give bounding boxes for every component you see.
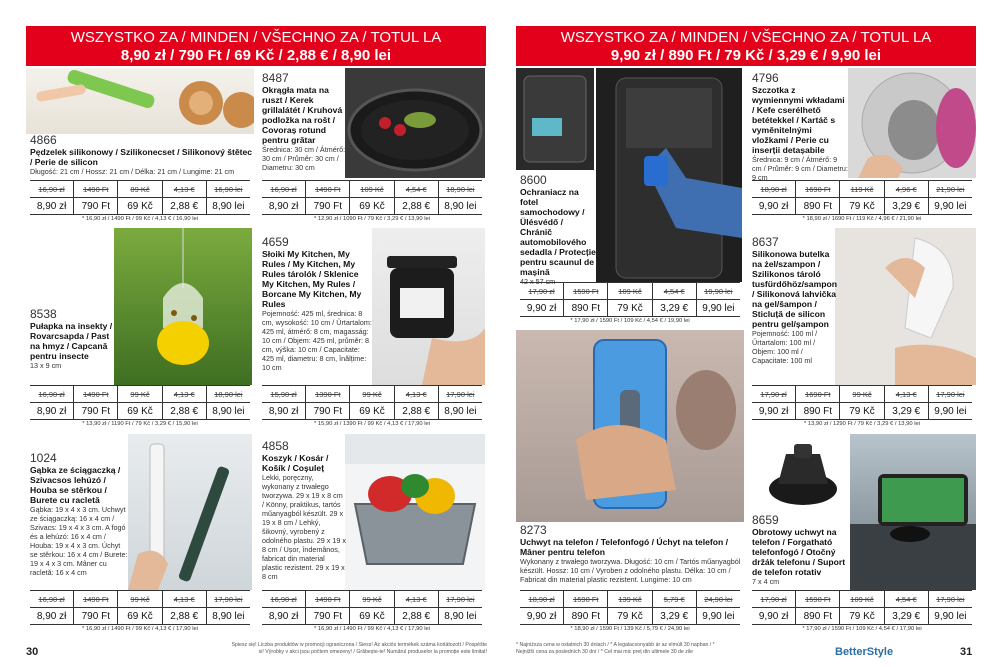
price-cell: 18,90 zł bbox=[520, 591, 564, 607]
price-cell: 8,90 zł bbox=[262, 198, 306, 214]
product-description: 13 x 9 cm bbox=[30, 361, 62, 370]
lowest-price-note: * 18,90 zł / 1690 Ft / 119 Kč / 4,96 € / 21,90 lei bbox=[802, 216, 922, 222]
product-image-brush-inserts bbox=[848, 68, 976, 178]
price-cell: 2,88 € bbox=[395, 198, 439, 214]
price-cell: 890 Ft bbox=[796, 198, 840, 214]
price-cell: 4,54 € bbox=[885, 591, 929, 607]
product-name: Silikonowa butelka na żel/szampon / Szilikonos tároló tusfürdőhöz/sampon / Silikonová lahvička na gel/šampon / Sticluță de silicon pentru gel/șampon bbox=[752, 249, 837, 329]
new-price-row bbox=[262, 198, 482, 215]
old-price-row bbox=[262, 591, 482, 608]
product-number: 8538 bbox=[30, 307, 57, 321]
price-cell: 79 Kč bbox=[608, 608, 652, 624]
product-description: Średnica: 30 cm / Átmérő: 30 cm / Průměr: 30 cm / Diametru: 30 cm bbox=[262, 145, 346, 172]
price-cell: 8,90 zł bbox=[30, 198, 74, 214]
banner-title: WSZYSTKO ZA / MINDEN / VŠECHNO ZA / TOTUL LA bbox=[70, 29, 442, 46]
price-table bbox=[752, 385, 972, 420]
product-number: 8637 bbox=[752, 235, 779, 249]
new-price-row bbox=[752, 403, 972, 420]
product-description: Wykonany z trwałego tworzywa. Długość: 10 cm / Tartós műanyagból készült. Hossz: 10 cm / Vyroben z odolného plastu. Délka: 10 cm / Fabricat din material plastic rezistent. Lungime: 10 cm bbox=[520, 557, 741, 584]
price-cell: 2,88 € bbox=[395, 608, 439, 624]
price-cell: 17,90 zł bbox=[752, 386, 796, 402]
price-table bbox=[30, 385, 250, 420]
product-8538 bbox=[30, 308, 115, 370]
product-number: 1024 bbox=[30, 451, 57, 465]
product-name: Słoiki My Kitchen, My Rules / My Kitchen, My Rules tárolók / Sklenice My Kitchen, My Rules / Borcane My Kitchen, My Rules bbox=[262, 249, 362, 309]
price-cell: 3,29 € bbox=[885, 198, 929, 214]
footnote: * Najniższa cena w ostatnich 30 dniach / * A legalacsonyabb ár az elmúlt 30 napban / * Nejnižší cena za posledních 30 dní / * Cel mai mic preț din ultimele 30 de zile bbox=[516, 642, 715, 655]
old-price-row bbox=[520, 591, 740, 608]
product-4659 bbox=[262, 236, 372, 372]
lowest-price-note: * 16,90 zł / 1490 Ft / 99 Kč / 4,13 € / 17,90 lei bbox=[81, 626, 198, 632]
price-cell: 18,90 zł bbox=[752, 181, 796, 197]
price-cell: 4,13 € bbox=[163, 591, 207, 607]
price-cell: 1390 Ft bbox=[306, 386, 350, 402]
price-cell: 69 Kč bbox=[350, 608, 394, 624]
old-price-row bbox=[30, 591, 250, 608]
product-image-jars bbox=[372, 228, 485, 385]
price-cell: 109 Kč bbox=[840, 591, 884, 607]
price-table bbox=[30, 590, 250, 625]
lowest-price-note: * 15,90 zł / 1390 Ft / 99 Kč / 4,13 € / 17,90 lei bbox=[313, 421, 430, 427]
price-cell: 16,90 zł bbox=[30, 181, 74, 197]
new-price-row bbox=[752, 608, 972, 625]
price-cell: 17,90 lei bbox=[214, 595, 243, 604]
price-cell: 3,29 € bbox=[653, 300, 697, 316]
old-price-row bbox=[30, 181, 250, 198]
old-price-row bbox=[520, 283, 740, 300]
product-number: 8273 bbox=[520, 523, 547, 537]
price-cell: 3,29 € bbox=[653, 608, 697, 624]
new-price-row bbox=[30, 608, 250, 625]
price-cell: 890 Ft bbox=[796, 608, 840, 624]
price-cell: 15,90 zł bbox=[262, 386, 306, 402]
price-cell: 21,90 lei bbox=[936, 185, 965, 194]
price-cell: 19,90 lei bbox=[704, 287, 733, 296]
lowest-price-note: * 12,90 zł / 1090 Ft / 79 Kč / 3,29 € / 13,90 lei bbox=[313, 216, 430, 222]
price-cell: 109 Kč bbox=[608, 283, 652, 299]
price-cell: 4,13 € bbox=[885, 386, 929, 402]
price-cell: 16,90 zł bbox=[262, 181, 306, 197]
price-cell: 99 Kč bbox=[118, 591, 162, 607]
price-cell: 2,88 € bbox=[163, 198, 207, 214]
price-cell: 18,90 lei bbox=[446, 185, 475, 194]
price-cell: 9,90 lei bbox=[934, 611, 967, 622]
price-cell: 8,90 lei bbox=[212, 201, 245, 212]
price-cell: 890 Ft bbox=[564, 608, 608, 624]
price-cell: 8,90 zł bbox=[30, 403, 74, 419]
price-cell: 69 Kč bbox=[350, 198, 394, 214]
price-cell: 8,90 zł bbox=[262, 608, 306, 624]
product-description: Gąbka: 19 x 4 x 3 cm. Uchwyt ze ściągaczką: 16 x 4 cm / Szivacs: 19 x 4 x 3 cm. A fogó és a lehúzó: 16 x 4 cm / Houba: 19 x 4 x 3 cm. Úchyt se stěrkou: 16 x 4 cm / Burete: 19 x 4 x 3 cm. Mâner cu racletă: 16 x 4 cm bbox=[30, 505, 128, 577]
page-number: 31 bbox=[960, 646, 973, 658]
price-cell: 79 Kč bbox=[840, 198, 884, 214]
price-cell: 790 Ft bbox=[306, 608, 350, 624]
price-table bbox=[752, 180, 972, 215]
price-cell: 3,29 € bbox=[885, 403, 929, 419]
old-price-row bbox=[30, 386, 250, 403]
old-price-row bbox=[752, 386, 972, 403]
price-cell: 109 Kč bbox=[350, 181, 394, 197]
price-cell: 8,90 lei bbox=[212, 611, 245, 622]
price-cell: 79 Kč bbox=[840, 403, 884, 419]
price-cell: 1690 Ft bbox=[796, 386, 840, 402]
price-cell: 9,90 zł bbox=[752, 608, 796, 624]
product-1024 bbox=[30, 452, 128, 577]
product-image-seat-protector-detail bbox=[516, 68, 594, 170]
price-cell: 9,90 lei bbox=[702, 611, 735, 622]
price-cell: 4,54 € bbox=[653, 283, 697, 299]
new-price-row bbox=[520, 300, 740, 317]
price-cell: 2,88 € bbox=[163, 403, 207, 419]
price-cell: 890 Ft bbox=[796, 403, 840, 419]
price-cell: 17,90 lei bbox=[446, 595, 475, 604]
price-cell: 17,90 zł bbox=[752, 591, 796, 607]
price-cell: 8,90 zł bbox=[262, 403, 306, 419]
product-number: 8659 bbox=[752, 513, 779, 527]
price-cell: 17,90 lei bbox=[936, 595, 965, 604]
price-cell: 8,90 lei bbox=[212, 406, 245, 417]
price-cell: 4,13 € bbox=[395, 591, 439, 607]
product-number: 4796 bbox=[752, 71, 779, 85]
lowest-price-note: * 16,90 zł / 1490 Ft / 99 Kč / 4,13 € / 16,90 lei bbox=[81, 216, 198, 222]
price-cell: 17,90 lei bbox=[446, 390, 475, 399]
price-cell: 89 Kč bbox=[118, 181, 162, 197]
product-name: Pędzelek silikonowy / Szilikonecset / Silikonový štětec / Perie de silicon bbox=[30, 147, 253, 167]
price-cell: 4,54 € bbox=[395, 181, 439, 197]
price-table bbox=[262, 590, 482, 625]
new-price-row bbox=[262, 403, 482, 420]
product-name: Szczotka z wymiennymi wkładami / Kefe cserélhető betétekkel / Kartáč s vyměnitelnými vložkami / Perie cu inserții detașabile bbox=[752, 85, 845, 155]
old-price-row bbox=[752, 591, 972, 608]
product-description: 7 x 4 cm bbox=[752, 577, 780, 586]
product-description: Długość: 21 cm / Hossz: 21 cm / Délka: 21 cm / Lungime: 21 cm bbox=[30, 167, 235, 176]
price-cell: 3,29 € bbox=[885, 608, 929, 624]
price-cell: 9,90 lei bbox=[702, 303, 735, 314]
price-table bbox=[30, 180, 250, 215]
price-cell: 99 Kč bbox=[118, 386, 162, 402]
price-banner bbox=[516, 26, 976, 66]
price-table bbox=[752, 590, 972, 625]
product-4866 bbox=[30, 134, 255, 176]
price-cell: 69 Kč bbox=[118, 608, 162, 624]
price-cell: 8,90 lei bbox=[444, 201, 477, 212]
price-cell: 8,90 zł bbox=[30, 608, 74, 624]
price-cell: 1590 Ft bbox=[796, 591, 840, 607]
old-price-row bbox=[752, 181, 972, 198]
product-description: Średnica: 9 cm / Átmérő: 9 cm / Průměr: 9 cm / Diametru: 9 cm bbox=[752, 155, 848, 182]
price-cell: 1490 Ft bbox=[306, 181, 350, 197]
new-price-row bbox=[30, 198, 250, 215]
product-description: Lekki, poręczny, wykonany z trwałego tworzywa. 29 x 19 x 8 cm / Könny, praktikus, tartós műanyagból készült. 29 x 19 x 8 cm / Lehký, šikovný, vyrobený z odolného plastu. 29 x 19 x 8 cm / Ușor, îndemânos, fabricat din material plastic rezistent. 29 x 19 x 8 cm bbox=[262, 473, 346, 581]
lowest-price-note: * 16,90 zł / 1490 Ft / 99 Kč / 4,13 € / 17,90 lei bbox=[313, 626, 430, 632]
price-cell: 69 Kč bbox=[118, 198, 162, 214]
product-8487 bbox=[262, 72, 347, 172]
price-cell: 16,90 lei bbox=[214, 185, 243, 194]
price-cell: 1490 Ft bbox=[74, 181, 118, 197]
price-cell: 9,90 lei bbox=[934, 406, 967, 417]
product-4858 bbox=[262, 440, 346, 581]
price-cell: 99 Kč bbox=[350, 591, 394, 607]
banner-price: 8,90 zł / 790 Ft / 69 Kč / 2,88 € / 8,90 lei bbox=[120, 47, 392, 64]
product-number: 4659 bbox=[262, 235, 289, 249]
product-description: Pojemność: 425 ml, średnica: 8 cm, wysokość: 10 cm / Űrtartalom: 425 ml, átmérő: 8 cm, magasság: 10 cm / Objem: 425 ml, průměr: 8 cm, výška: 10 cm / Capacitate: 425 ml, diametru: 8 cm, înălțime: 10 cm bbox=[262, 309, 372, 372]
right-page bbox=[500, 0, 1000, 667]
price-cell: 119 Kč bbox=[840, 181, 884, 197]
price-cell: 16,90 zł bbox=[30, 591, 74, 607]
product-image-phone-grip bbox=[516, 330, 744, 522]
new-price-row bbox=[752, 198, 972, 215]
old-price-row bbox=[262, 386, 482, 403]
product-number: 4858 bbox=[262, 439, 289, 453]
product-name: Okrągła mata na ruszt / Kerek grillalátét / Kruhová podložka na rošt / Covoraș rotund pentru grătar bbox=[262, 85, 343, 145]
product-image-grill-mat bbox=[345, 68, 485, 178]
price-cell: 69 Kč bbox=[118, 403, 162, 419]
old-price-row bbox=[262, 181, 482, 198]
price-cell: 17,90 lei bbox=[936, 390, 965, 399]
product-name: Ochraniacz na fotel samochodowy / Ülésvédő / Chránič automobilového sedadla / Protecție pentru scaunul de mașină bbox=[520, 187, 596, 277]
price-cell: 5,79 € bbox=[653, 591, 697, 607]
price-cell: 1590 Ft bbox=[564, 591, 608, 607]
banner-title: WSZYSTKO ZA / MINDEN / VŠECHNO ZA / TOTUL LA bbox=[560, 29, 932, 46]
product-image-silicone-brush bbox=[26, 68, 254, 134]
lowest-price-note: * 18,90 zł / 1590 Ft / 139 Kč / 5,79 € / 24,90 lei bbox=[570, 626, 690, 632]
new-price-row bbox=[520, 608, 740, 625]
product-image-rotating-holder bbox=[758, 434, 848, 514]
page-number: 30 bbox=[26, 646, 39, 658]
product-description: 42 x 57 cm bbox=[520, 277, 556, 286]
lowest-price-note: * 17,90 zł / 1590 Ft / 109 Kč / 4,54 € / 17,90 lei bbox=[802, 626, 922, 632]
price-cell: 9,90 lei bbox=[934, 201, 967, 212]
product-image-sponge-squeegee bbox=[128, 434, 252, 590]
price-cell: 139 Kč bbox=[608, 591, 652, 607]
price-cell: 4,13 € bbox=[395, 386, 439, 402]
lowest-price-note: * 17,90 zł / 1590 Ft / 109 Kč / 4,54 € / 19,90 lei bbox=[570, 318, 690, 324]
product-name: Uchwyt na telefon / Telefonfogó / Úchyt na telefon / Mâner pentru telefon bbox=[520, 537, 729, 557]
price-cell: 790 Ft bbox=[306, 403, 350, 419]
price-cell: 17,90 zł bbox=[520, 283, 564, 299]
product-name: Obrotowy uchwyt na telefon / Forgatható telefonfogó / Otočný držák telefonu / Suport de telefon rotativ bbox=[752, 527, 846, 577]
price-cell: 8,90 lei bbox=[444, 611, 477, 622]
product-image-silicone-bottle bbox=[835, 228, 976, 385]
product-name: Pułapka na insekty / Rovarcsapda / Past na hmyz / Capcană pentru insecte bbox=[30, 321, 113, 361]
banner-price: 9,90 zł / 890 Ft / 79 Kč / 3,29 € / 9,90 lei bbox=[610, 47, 882, 64]
product-name: Gąbka ze ściągaczką / Szivacsos lehúzó / Houba se stěrkou / Burete cu racletă bbox=[30, 465, 121, 505]
price-cell: 1490 Ft bbox=[74, 591, 118, 607]
new-price-row bbox=[262, 608, 482, 625]
price-cell: 9,90 zł bbox=[520, 300, 564, 316]
product-8600 bbox=[520, 174, 596, 286]
price-cell: 4,13 € bbox=[163, 181, 207, 197]
product-description: Pojemność: 100 ml / Űrtartalom: 100 ml / Objem: 100 ml / Capacitate: 100 ml bbox=[752, 329, 818, 365]
price-banner bbox=[26, 26, 486, 66]
product-4796 bbox=[752, 72, 848, 182]
price-cell: 16,90 zł bbox=[262, 591, 306, 607]
product-name: Koszyk / Kosár / Košík / Coșuleț bbox=[262, 453, 329, 473]
price-table bbox=[262, 385, 482, 420]
price-cell: 790 Ft bbox=[74, 198, 118, 214]
product-number: 8487 bbox=[262, 71, 289, 85]
footnote: Spiesz się! Liczba produktów w promocji ograniczona / Siess! Az akciós termékek száma korlátozott / Pospěšte si! Výrobky v akci jsou počtem omezeny! / Grăbește-te! Numărul produselor la promoție este limitat! bbox=[231, 642, 487, 655]
price-cell: 1690 Ft bbox=[796, 181, 840, 197]
lowest-price-note: * 13,90 zł / 1290 Ft / 79 Kč / 3,29 € / 13,90 lei bbox=[803, 421, 920, 427]
price-cell: 79 Kč bbox=[840, 608, 884, 624]
product-number: 4866 bbox=[30, 133, 57, 147]
price-cell: 2,88 € bbox=[163, 608, 207, 624]
product-8273 bbox=[520, 524, 746, 584]
price-cell: 69 Kč bbox=[350, 403, 394, 419]
price-cell: 1590 Ft bbox=[564, 283, 608, 299]
price-cell: 1490 Ft bbox=[306, 591, 350, 607]
brand-logo: BetterStyle bbox=[835, 646, 894, 658]
lowest-price-note: * 13,90 zł / 1190 Ft / 79 Kč / 3,29 € / 15,90 lei bbox=[82, 421, 198, 427]
price-cell: 790 Ft bbox=[74, 403, 118, 419]
price-cell: 2,88 € bbox=[395, 403, 439, 419]
product-8637 bbox=[752, 236, 838, 365]
product-image-rotating-holder-car bbox=[850, 434, 976, 590]
price-cell: 24,90 lei bbox=[704, 595, 733, 604]
price-cell: 4,13 € bbox=[163, 386, 207, 402]
price-cell: 790 Ft bbox=[306, 198, 350, 214]
price-cell: 890 Ft bbox=[564, 300, 608, 316]
new-price-row bbox=[30, 403, 250, 420]
price-table bbox=[262, 180, 482, 215]
price-cell: 16,90 zł bbox=[30, 386, 74, 402]
price-cell: 79 Kč bbox=[608, 300, 652, 316]
price-table bbox=[520, 590, 740, 625]
product-image-insect-trap bbox=[114, 228, 252, 385]
price-cell: 790 Ft bbox=[74, 608, 118, 624]
price-cell: 8,90 lei bbox=[444, 406, 477, 417]
price-cell: 9,90 zł bbox=[752, 198, 796, 214]
price-cell: 4,96 € bbox=[885, 181, 929, 197]
product-image-basket bbox=[345, 434, 485, 590]
price-cell: 99 Kč bbox=[840, 386, 884, 402]
price-cell: 99 Kč bbox=[350, 386, 394, 402]
product-8659 bbox=[752, 514, 852, 586]
product-image-seat-protector bbox=[596, 68, 742, 282]
price-cell: 9,90 zł bbox=[752, 403, 796, 419]
price-cell: 1490 Ft bbox=[74, 386, 118, 402]
price-cell: 18,90 lei bbox=[214, 390, 243, 399]
price-cell: 9,90 zł bbox=[520, 608, 564, 624]
product-number: 8600 bbox=[520, 173, 547, 187]
price-table bbox=[520, 282, 740, 317]
